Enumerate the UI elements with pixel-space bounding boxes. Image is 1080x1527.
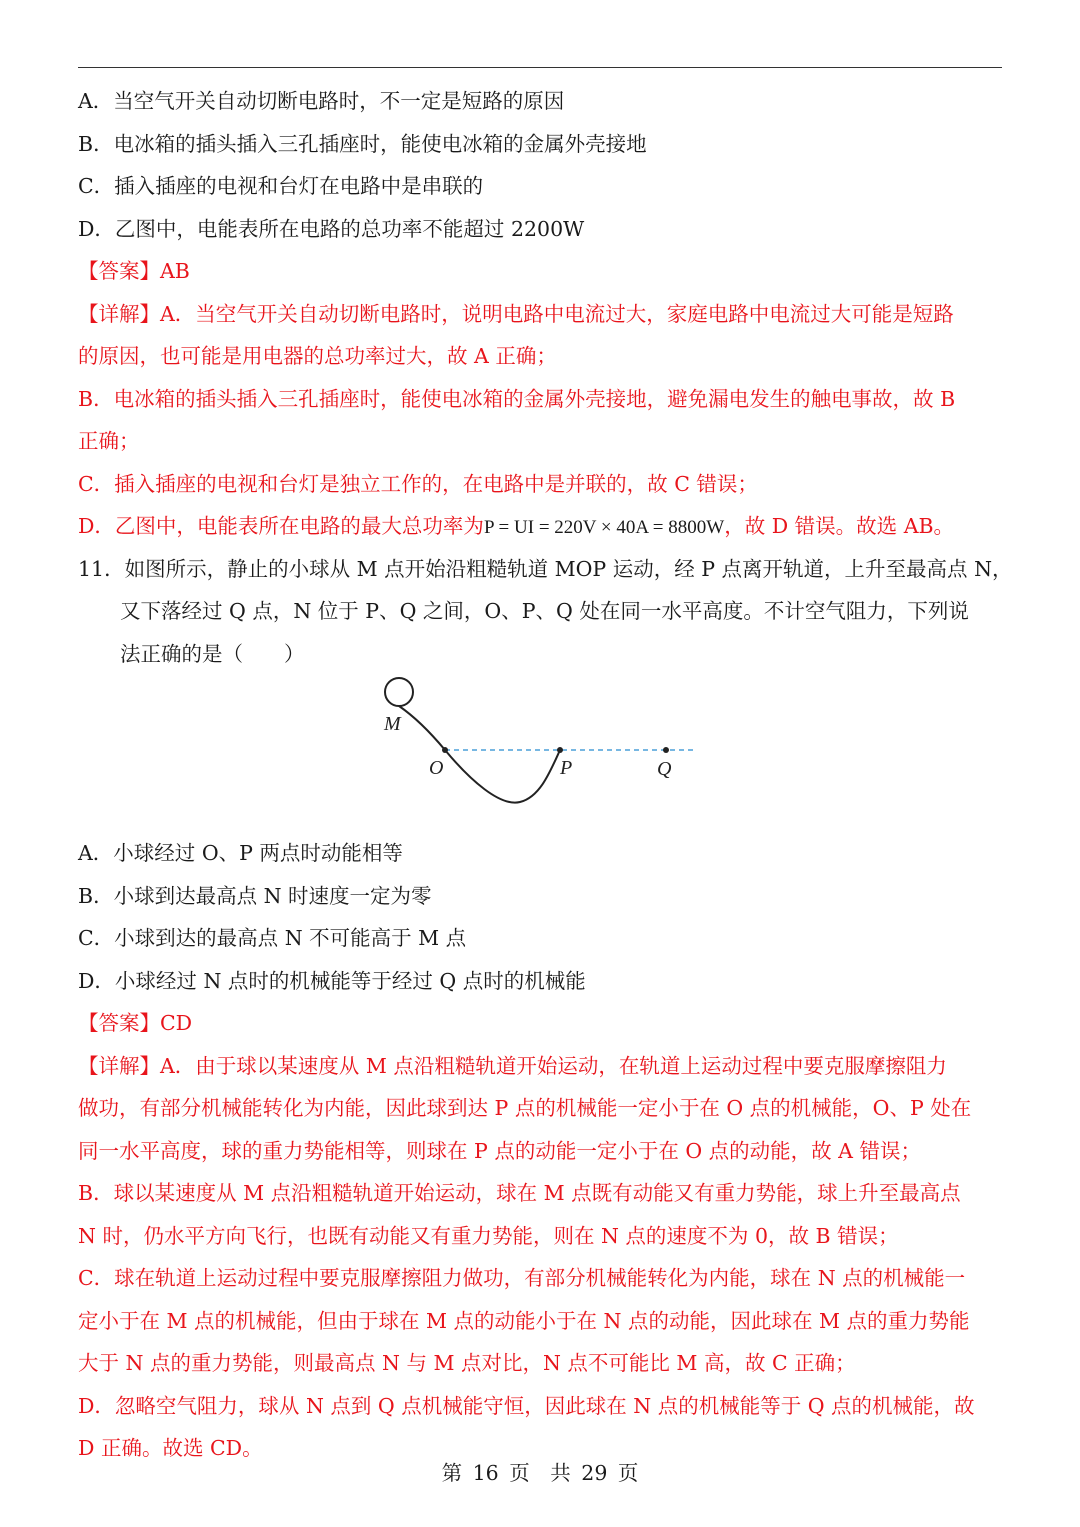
q10-option-d: D．乙图中，电能表所在电路的总功率不能超过 2200W (78, 216, 585, 241)
point-p (557, 747, 563, 753)
q10-option-a: A．当空气开关自动切断电路时，不一定是短路的原因 (78, 89, 565, 113)
label-m: M (384, 713, 401, 735)
q10-option-b: B．电冰箱的插头插入三孔插座时，能使电冰箱的金属外壳接地 (78, 131, 647, 156)
label-o: O (429, 757, 444, 779)
q10-detail-line-1: 【详解】A．当空气开关自动切断电路时，说明电路中电流过大，家庭电路中电流过大可能是短路 (78, 301, 954, 326)
q10-detail-line-3: B．电冰箱的插头插入三孔插座时，能使电冰箱的金属外壳接地，避免漏电发生的触电事故，故 B (78, 386, 956, 411)
q10-detail-line-5: C．插入插座的电视和台灯是独立工作的，在电路中是并联的，故 C 错误； (78, 471, 758, 496)
q10-detail-d-prefix: D．乙图中，电能表所在电路的最大总功率为 (78, 514, 484, 538)
footer-mid: 页 共 (509, 1461, 571, 1485)
point-o (442, 747, 448, 753)
header-rule (78, 67, 1002, 68)
footer-suffix: 页 (617, 1461, 639, 1485)
q11-option-a: A．小球经过 O、P 两点时动能相等 (78, 841, 403, 865)
q11-detail-line-2: 做功，有部分机械能转化为内能，因此球到达 P 点的机械能一定小于在 O 点的机械能，O、P 处在 (78, 1096, 972, 1120)
q11-stem-line-1: 11．如图所示，静止的小球从 M 点开始沿粗糙轨道 MOP 运动，经 P 点离开轨道，上升至最高点 N， (78, 556, 1013, 581)
q10-detail-line-4: 正确； (78, 429, 140, 453)
q11-option-b: B．小球到达最高点 N 时速度一定为零 (78, 883, 432, 908)
footer-prefix: 第 (441, 1461, 463, 1485)
q11-detail-line-8: 大于 N 点的重力势能，则最高点 N 与 M 点对比，N 点不可能比 M 高，故 C 正确； (78, 1351, 856, 1375)
q10-detail-d-suffix: ，故 D 错误。故选 AB。 (724, 514, 955, 538)
label-p: P (560, 757, 573, 779)
q11-detail-line-1: 【详解】A．由于球以某速度从 M 点沿粗糙轨道开始运动，在轨道上运动过程中要克服摩擦阻力 (78, 1053, 947, 1078)
q10-detail-line-2: 的原因，也可能是用电器的总功率过大，故 A 正确； (78, 344, 557, 368)
q11-answer: 【答案】CD (78, 1011, 193, 1035)
ball (385, 678, 413, 706)
point-q (663, 747, 669, 753)
footer-total-pages: 29 (581, 1461, 608, 1485)
q11-stem-line-3: 法正确的是（ ） (120, 641, 305, 666)
track-diagram (370, 672, 710, 817)
q10-detail-line-6 (78, 505, 1004, 548)
footer-page-number: 16 (472, 1461, 499, 1485)
power-formula: P = UI = 220V × 40A = 8800W (483, 517, 725, 538)
track-curve (399, 706, 560, 803)
q11-option-c: C．小球到达的最高点 N 不可能高于 M 点 (78, 926, 467, 950)
q11-stem-line-2: 又下落经过 Q 点，N 位于 P、Q 之间，O、P、Q 处在同一水平高度。不计空气阻力，下列说 (120, 599, 969, 623)
q11-detail-line-9: D．忽略空气阻力，球从 N 点到 Q 点机械能守恒，因此球在 N 点的机械能等于 Q 点的机械能，故 (78, 1393, 975, 1418)
page-footer (0, 1458, 1080, 1488)
label-q: Q (657, 758, 672, 780)
q11-detail-line-10: D 正确。故选 CD。 (78, 1436, 263, 1460)
q11-detail-line-6: C．球在轨道上运动过程中要克服摩擦阻力做功，有部分机械能转化为内能，球在 N 点的机械能一 (78, 1266, 966, 1290)
q10-answer: 【答案】AB (78, 259, 190, 283)
q11-detail-line-4: B．球以某速度从 M 点沿粗糙轨道开始运动，球在 M 点既有动能又有重力势能，球上升至最高点 (78, 1181, 961, 1205)
q10-option-c: C．插入插座的电视和台灯在电路中是串联的 (78, 174, 484, 198)
q11-detail-line-7: 定小于在 M 点的机械能，但由于球在 M 点的动能小于在 N 点的动能，因此球在 M 点的重力势能 (78, 1308, 970, 1333)
q11-detail-line-3: 同一水平高度，球的重力势能相等，则球在 P 点的动能一定小于在 O 点的动能，故 A 错误； (78, 1138, 922, 1163)
q11-option-d: D．小球经过 N 点时的机械能等于经过 Q 点时的机械能 (78, 968, 586, 993)
q11-detail-line-5: N 时，仍水平方向飞行，也既有动能又有重力势能，则在 N 点的速度不为 0，故 B 错误； (78, 1223, 899, 1248)
